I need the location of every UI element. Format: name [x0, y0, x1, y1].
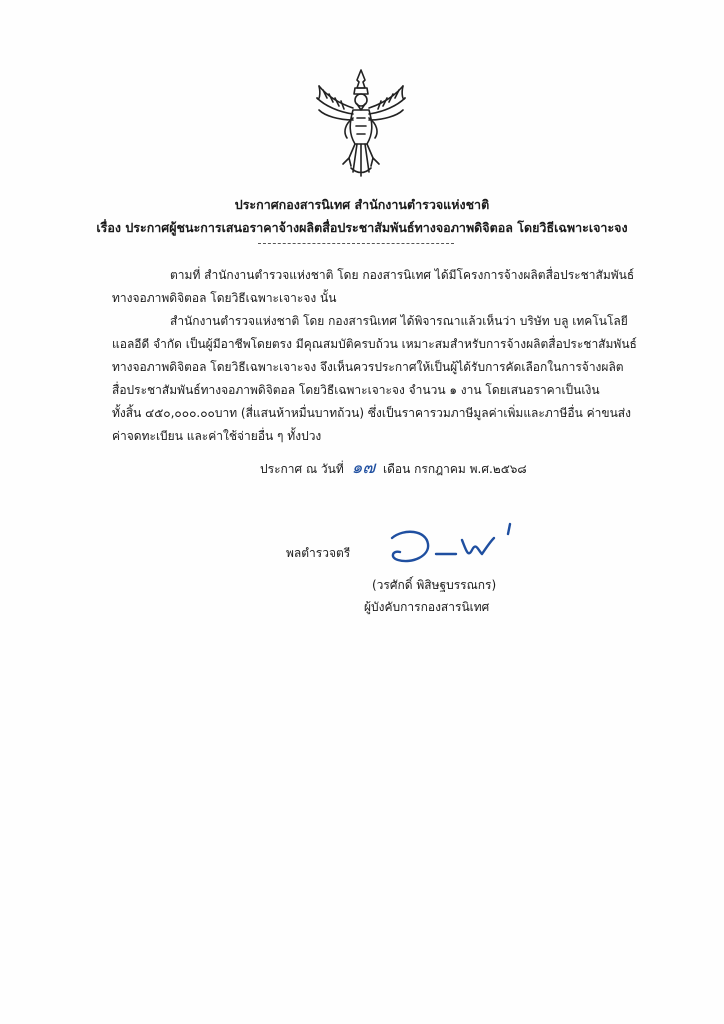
garuda-emblem-icon: [313, 68, 409, 178]
paragraph2-line: สื่อประชาสัมพันธ์ทางจอภาพดิจิตอล โดยวิธีเฉพาะเจาะจง จำนวน ๑ งาน โดยเสนอราคาเป็นเงิน: [112, 383, 600, 397]
paragraph2-line: ทางจอภาพดิจิตอล โดยวิธีเฉพาะเจาะจง จึงเห็นควรประกาศให้เป็นผู้ได้รับการคัดเลือกในการจ้างผลิต: [112, 360, 624, 374]
date-suffix: เดือน กรกฎาคม พ.ศ.๒๕๖๘: [382, 462, 527, 476]
paragraph1-line: ตามที่ สำนักงานตำรวจแห่งชาติ โดย กองสารนิเทศ ได้มีโครงการจ้างผลิตสื่อประชาสัมพันธ์: [170, 268, 635, 282]
paragraph1-line: ทางจอภาพดิจิตอล โดยวิธีเฉพาะเจาะจง นั้น: [112, 291, 337, 305]
paragraph2-line: ทั้งสิ้น ๔๕๐,๐๐๐.๐๐บาท (สี่แสนห้าหมื่นบาทถ้วน) ซึ่งเป็นราคารวมภาษีมูลค่าเพิ่มและภาษีอื่น ค่าขนส่ง: [112, 406, 631, 420]
signer-rank: พลตำรวจตรี: [286, 546, 351, 560]
announcement-title: ประกาศกองสารนิเทศ สำนักงานตำรวจแห่งชาติ: [234, 197, 490, 212]
announcement-subject: เรื่อง ประกาศผู้ชนะการเสนอราคาจ้างผลิตสื่อประชาสัมพันธ์ทางจอภาพดิจิตอล โดยวิธีเฉพาะเจาะจง: [96, 220, 628, 235]
date-prefix: ประกาศ ณ วันที่: [260, 462, 344, 476]
signer-name: (วรศักดิ์ พิสิษฐบรรณกร): [372, 578, 497, 592]
paragraph2-line: สำนักงานตำรวจแห่งชาติ โดย กองสารนิเทศ ได้พิจารณาแล้วเห็นว่า บริษัท บลู เทคโนโลยี: [170, 314, 628, 328]
date-day-handwritten: ๑๗: [351, 458, 376, 478]
paragraph2-line: ค่าจดทะเบียน และค่าใช้จ่ายอื่น ๆ ทั้งปวง: [112, 429, 322, 443]
handwritten-signature: [382, 520, 532, 570]
title-separator: [258, 243, 454, 244]
paragraph2-line: แอลอีดี จำกัด เป็นผู้มีอาชีพโดยตรง มีคุณสมบัติครบถ้วน เหมาะสมสำหรับการจ้างผลิตสื่อประชาสัมพันธ์: [112, 337, 637, 351]
signer-position: ผู้บังคับการกองสารนิเทศ: [364, 600, 490, 614]
announcement-date: [260, 459, 527, 478]
